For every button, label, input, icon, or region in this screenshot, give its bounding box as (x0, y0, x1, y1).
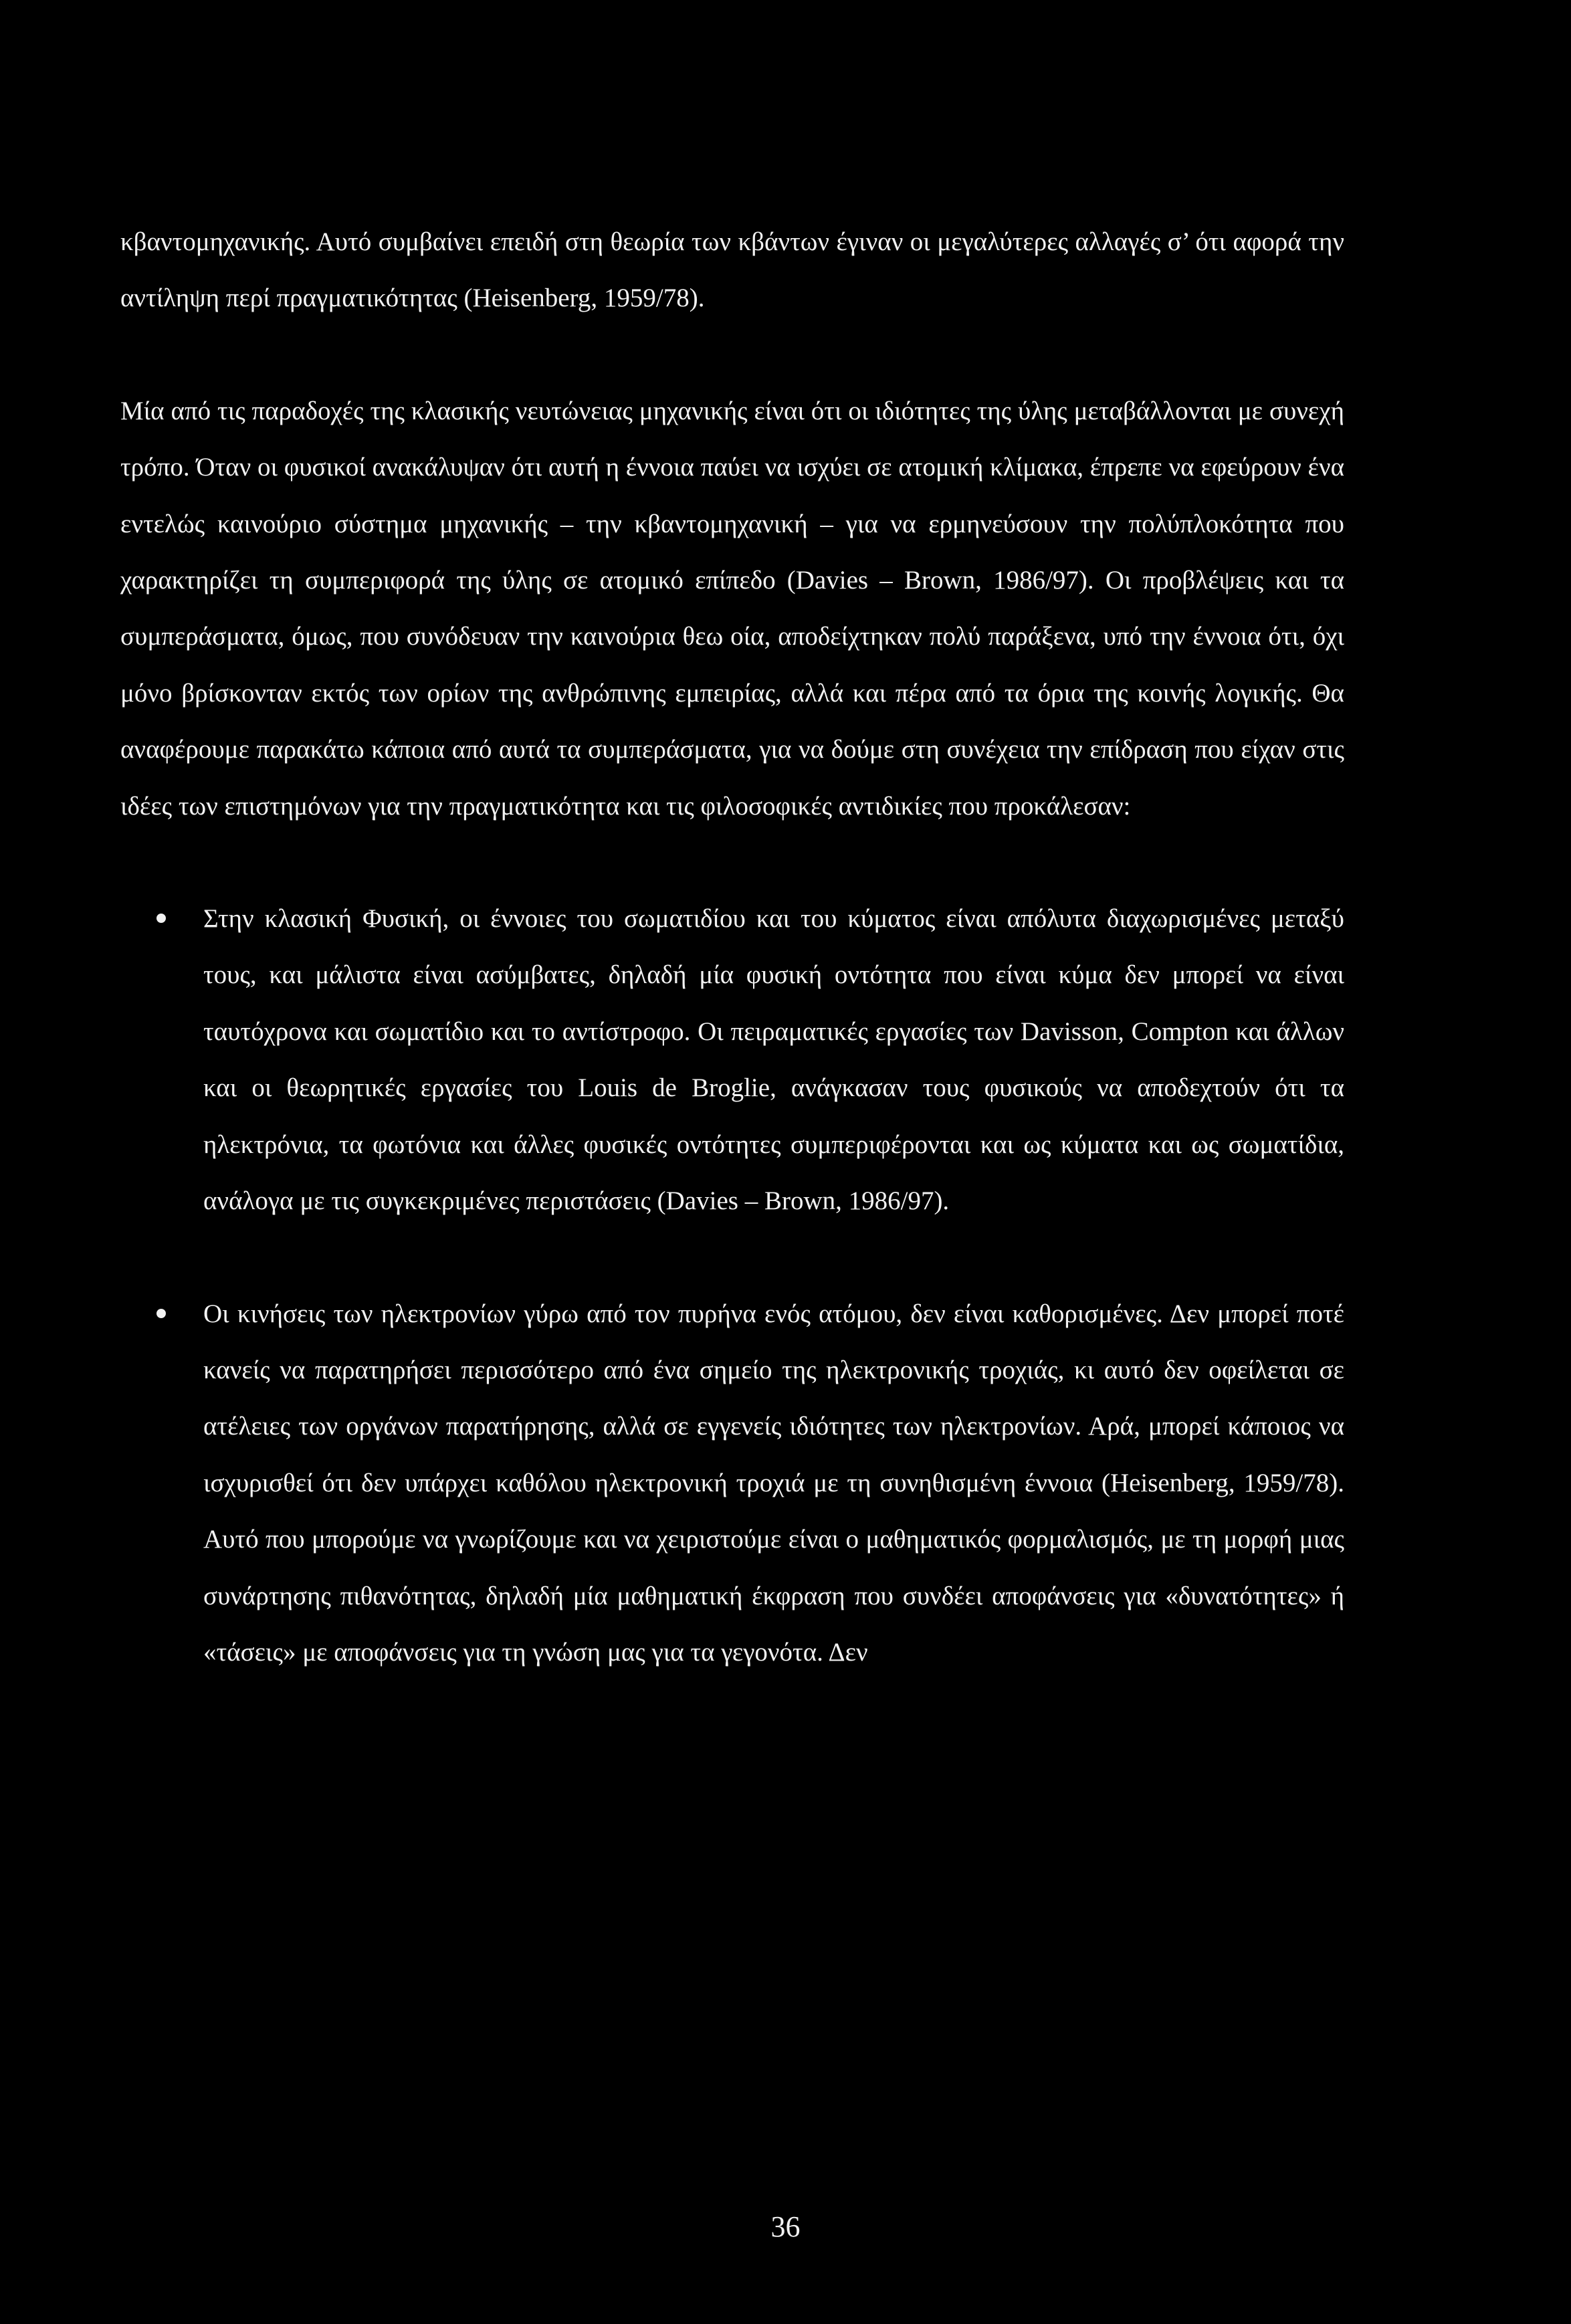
bullet-list (120, 891, 1344, 1681)
list-item (120, 891, 1344, 1229)
document-page (120, 214, 1344, 1681)
bullet-icon (156, 914, 166, 923)
list-item-text: Οι κινήσεις των ηλεκτρονίων γύρω από τον πυρήνα ενός ατόμου, δεν είναι καθορισμένες. Δεν μπορεί ποτέ κανείς να παρατηρήσει περισσότερο από ένα σημείο της ηλεκτρονικής τροχιάς, κι αυτό δεν οφείλεται σε ατέλειες των οργάνων παρατήρησης, αλλά σε εγγενείς ιδιότητες των ηλεκτρονίων. Αρά, μπορεί κάποιος να ισχυρισθεί ότι δεν υπάρχει καθόλου ηλεκτρονική τροχιά με τη συνηθισμένη έννοια (Heisenberg, 1959/78). Αυτό που μπορούμε να γνωρίζουμε και να χειριστούμε είναι ο μαθηματικός φορμαλισμός, με τη μορφή μιας συνάρτησης πιθανότητας, δηλαδή μία μαθηματική έκφραση που συνδέει αποφάνσεις για «δυνατότητες» ή «τάσεις» με αποφάνσεις για τη γνώση μας για τα γεγονότα. Δεν (203, 1299, 1344, 1667)
bullet-icon (156, 1309, 166, 1318)
paragraph-continuation: κβαντομηχανικής. Αυτό συμβαίνει επειδή στη θεωρία των κβάντων έγιναν οι μεγαλύτερες αλλαγές σ’ ότι αφορά την αντίληψη περί πραγματικότητας (Heisenberg, 1959/78). (120, 227, 1344, 313)
list-item-text: Στην κλασική Φυσική, οι έννοιες του σωματιδίου και του κύματος είναι απόλυτα διαχωρισμένες μεταξύ τους, και μάλιστα είναι ασύμβατες, δηλαδή μία φυσική οντότητα που είναι κύμα δεν μπορεί να είναι ταυτόχρονα και σωματίδιο και το αντίστροφο. Οι πειραματικές εργασίες των Davisson, Compton και άλλων και οι θεωρητικές εργασίες του Louis de Broglie, ανάγκασαν τους φυσικούς να αποδεχτούν ότι τα ηλεκτρόνια, τα φωτόνια και άλλες φυσικές οντότητες συμπεριφέρονται και ως κύματα και ως σωματίδια, ανάλογα με τις συγκεκριμένες περιστάσεις (Davies – Brown, 1986/97). (203, 904, 1344, 1216)
list-item (120, 1286, 1344, 1681)
paragraph-quantum-mechanics: Μία από τις παραδοχές της κλασικής νευτώνειας μηχανικής είναι ότι οι ιδιότητες της ύλης μεταβάλλονται με συνεχή τρόπο. Όταν οι φυσικοί ανακάλυψαν ότι αυτή η έννοια παύει να ισχύει σε ατομική κλίμακα, έπρεπε να εφεύρουν ένα εντελώς καινούριο σύστημα μηχανικής – την κβαντομηχανική – για να ερμηνεύσουν την πολύπλοκότητα που χαρακτηρίζει τη συμπεριφορά της ύλης σε ατομικό επίπεδο (Davies – Brown, 1986/97). Οι προβλέψεις και τα συμπεράσματα, όμως, που συνόδευαν την καινούρια θεω οία, αποδείχτηκαν πολύ παράξενα, υπό την έννοια ότι, όχι μόνο βρίσκονταν εκτός των ορίων της ανθρώπινης εμπειρίας, αλλά και πέρα από τα όρια της κοινής λογικής. Θα αναφέρουμε παρακάτω κάποια από αυτά τα συμπεράσματα, για να δούμε στη συνέχεια την επίδραση που είχαν στις ιδέες των επιστημόνων για την πραγματικότητα και τις φιλοσοφικές αντιδικίες που προκάλεσαν: (120, 396, 1344, 821)
page-number: 36 (770, 2210, 801, 2243)
